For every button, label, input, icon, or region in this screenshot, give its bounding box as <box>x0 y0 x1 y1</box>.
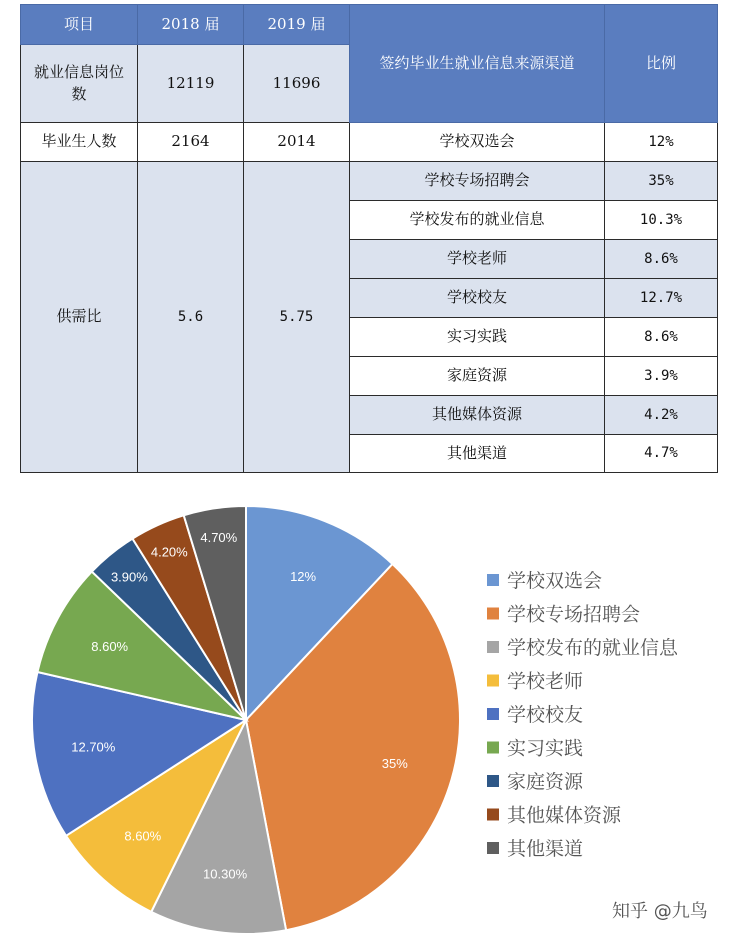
table-header-row <box>21 5 718 45</box>
header-2019: 2019 届 <box>244 5 350 45</box>
legend-entry: 学校双选会 <box>507 570 603 592</box>
pie-data-label: 12% <box>290 568 317 584</box>
legend-entry: 学校发布的就业信息 <box>507 637 679 659</box>
channel-name: 其他媒体资源 <box>350 396 605 435</box>
pie-legend <box>487 570 679 860</box>
legend-swatch <box>487 641 499 653</box>
row-label-jobs: 就业信息岗位数 <box>21 45 138 123</box>
channel-ratio: 10.3% <box>605 201 718 240</box>
header-ratio: 比例 <box>605 5 718 123</box>
legend-swatch <box>487 775 499 787</box>
table-row <box>21 162 718 201</box>
jobs-2018: 12119 <box>138 45 244 123</box>
pie-data-label: 8.60% <box>124 828 162 844</box>
channel-name: 实习实践 <box>350 318 605 357</box>
header-item: 项目 <box>21 5 138 45</box>
ratio-2018: 5.6 <box>138 162 244 473</box>
channel-name: 学校双选会 <box>350 123 605 162</box>
graduates-2019: 2014 <box>244 123 350 162</box>
pie-data-label: 3.90% <box>110 569 148 585</box>
watermark: 知乎 @九鸟 <box>612 901 708 922</box>
channel-ratio: 35% <box>605 162 718 201</box>
pie-data-label: 4.70% <box>200 530 238 545</box>
channel-name: 学校老师 <box>350 240 605 279</box>
legend-entry: 其他渠道 <box>507 838 584 860</box>
channel-ratio: 3.9% <box>605 357 718 396</box>
channel-ratio: 12.7% <box>605 279 718 318</box>
channel-pie-chart <box>0 480 750 942</box>
jobs-2019: 11696 <box>244 45 350 123</box>
legend-entry: 家庭资源 <box>507 771 584 793</box>
legend-swatch <box>487 675 499 687</box>
channel-name: 学校专场招聘会 <box>350 162 605 201</box>
header-channel: 签约毕业生就业信息来源渠道 <box>350 5 605 123</box>
pie-data-label: 8.60% <box>91 639 129 655</box>
channel-ratio: 8.6% <box>605 240 718 279</box>
employment-stats-table <box>20 4 718 473</box>
pie-data-label: 35% <box>381 756 408 772</box>
legend-swatch <box>487 708 499 720</box>
channel-name: 家庭资源 <box>350 357 605 396</box>
channel-ratio: 12% <box>605 123 718 162</box>
pie-data-label: 10.30% <box>203 866 248 882</box>
ratio-2019: 5.75 <box>244 162 350 473</box>
channel-ratio: 4.2% <box>605 396 718 435</box>
channel-name: 其他渠道 <box>350 435 605 473</box>
channel-ratio: 4.7% <box>605 435 718 473</box>
legend-entry: 学校校友 <box>507 704 584 726</box>
legend-entry: 实习实践 <box>507 737 584 760</box>
legend-swatch <box>487 742 499 754</box>
pie-data-label: 12.70% <box>71 739 116 755</box>
graduates-2018: 2164 <box>138 123 244 162</box>
pie-data-label: 4.20% <box>150 544 188 560</box>
legend-swatch <box>487 809 499 821</box>
legend-swatch <box>487 608 499 620</box>
header-2018: 2018 届 <box>138 5 244 45</box>
table-row <box>21 123 718 162</box>
legend-swatch <box>487 842 499 854</box>
row-label-ratio: 供需比 <box>21 162 138 473</box>
row-label-graduates: 毕业生人数 <box>21 123 138 162</box>
legend-entry: 其他媒体资源 <box>507 804 622 827</box>
legend-entry: 学校专场招聘会 <box>507 603 641 626</box>
legend-entry: 学校老师 <box>507 670 584 693</box>
channel-name: 学校校友 <box>350 279 605 318</box>
channel-ratio: 8.6% <box>605 318 718 357</box>
channel-name: 学校发布的就业信息 <box>350 201 605 240</box>
legend-swatch <box>487 574 499 586</box>
